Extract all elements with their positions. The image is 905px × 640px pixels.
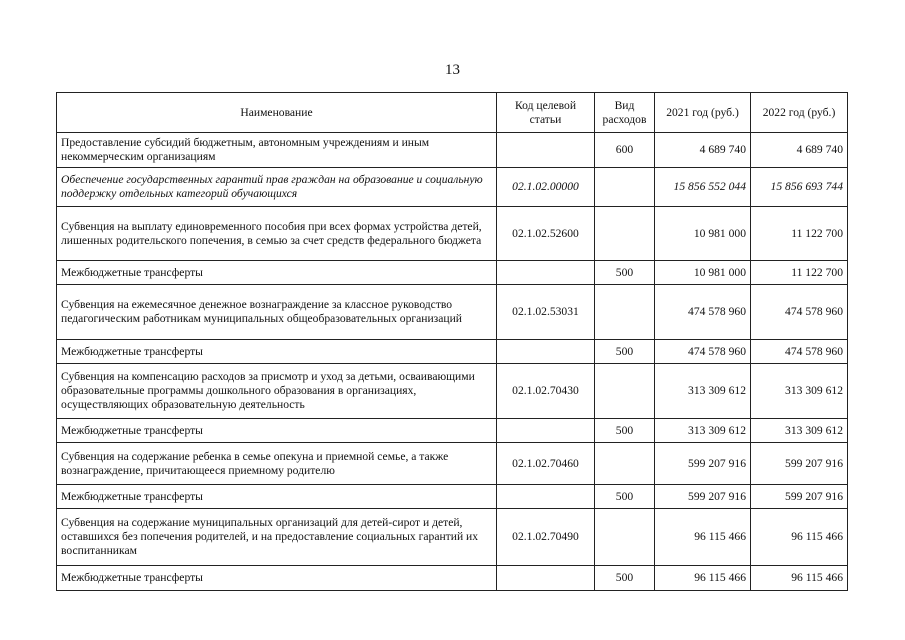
page-number: 13 xyxy=(445,62,460,78)
cell-y2021: 474 578 960 xyxy=(655,285,751,340)
cell-y2021: 96 115 466 xyxy=(655,509,751,566)
cell-name: Субвенция на ежемесячное денежное вознаграждение за классное руководство педагогическим работникам муниципальных общеобразовательных организаций xyxy=(57,285,497,340)
cell-vid: 500 xyxy=(595,340,655,364)
cell-vid xyxy=(595,168,655,207)
budget-table xyxy=(56,92,848,591)
cell-y2022: 474 578 960 xyxy=(751,285,848,340)
cell-vid: 500 xyxy=(595,419,655,443)
cell-y2021: 313 309 612 xyxy=(655,364,751,419)
cell-code: 02.1.02.52600 xyxy=(497,207,595,261)
table-header-row xyxy=(57,93,848,133)
cell-y2022: 96 115 466 xyxy=(751,509,848,566)
table-row xyxy=(57,207,848,261)
cell-y2022: 474 578 960 xyxy=(751,340,848,364)
cell-vid xyxy=(595,364,655,419)
cell-y2021: 599 207 916 xyxy=(655,443,751,485)
header-2022: 2022 год (руб.) xyxy=(751,93,848,133)
cell-y2021: 599 207 916 xyxy=(655,485,751,509)
cell-name: Межбюджетные трансферты xyxy=(57,261,497,285)
cell-code: 02.1.02.70460 xyxy=(497,443,595,485)
cell-name: Предоставление субсидий бюджетным, автономным учреждениям и иным некоммерческим организациям xyxy=(57,133,497,168)
cell-name: Межбюджетные трансферты xyxy=(57,566,497,591)
cell-y2022: 599 207 916 xyxy=(751,443,848,485)
cell-y2021: 15 856 552 044 xyxy=(655,168,751,207)
cell-code xyxy=(497,261,595,285)
cell-vid: 500 xyxy=(595,485,655,509)
table-row xyxy=(57,261,848,285)
header-vid: Вид расходов xyxy=(595,93,655,133)
cell-code: 02.1.02.70490 xyxy=(497,509,595,566)
cell-vid xyxy=(595,285,655,340)
cell-y2022: 96 115 466 xyxy=(751,566,848,591)
cell-name: Субвенция на компенсацию расходов за присмотр и уход за детьми, осваивающими образовательные программы дошкольного образования в организациях, осуществляющих образовательную деятельность xyxy=(57,364,497,419)
cell-name: Межбюджетные трансферты xyxy=(57,485,497,509)
cell-code xyxy=(497,419,595,443)
cell-vid: 600 xyxy=(595,133,655,168)
cell-y2022: 313 309 612 xyxy=(751,364,848,419)
cell-y2021: 474 578 960 xyxy=(655,340,751,364)
header-2021: 2021 год (руб.) xyxy=(655,93,751,133)
table-row xyxy=(57,509,848,566)
cell-vid: 500 xyxy=(595,566,655,591)
cell-y2021: 96 115 466 xyxy=(655,566,751,591)
cell-y2021: 313 309 612 xyxy=(655,419,751,443)
table-row xyxy=(57,566,848,591)
table-row xyxy=(57,168,848,207)
cell-y2022: 313 309 612 xyxy=(751,419,848,443)
cell-y2022: 11 122 700 xyxy=(751,261,848,285)
cell-name: Межбюджетные трансферты xyxy=(57,419,497,443)
cell-vid: 500 xyxy=(595,261,655,285)
table-row xyxy=(57,419,848,443)
cell-y2022: 15 856 693 744 xyxy=(751,168,848,207)
cell-vid xyxy=(595,509,655,566)
table-row xyxy=(57,340,848,364)
cell-vid xyxy=(595,207,655,261)
cell-code xyxy=(497,485,595,509)
cell-name: Межбюджетные трансферты xyxy=(57,340,497,364)
cell-y2022: 4 689 740 xyxy=(751,133,848,168)
cell-code xyxy=(497,133,595,168)
cell-y2021: 4 689 740 xyxy=(655,133,751,168)
cell-code xyxy=(497,340,595,364)
cell-name: Субвенция на содержание муниципальных организаций для детей-сирот и детей, оставшихся без попечения родителей, и на предоставление социальных гарантий их воспитанникам xyxy=(57,509,497,566)
cell-y2021: 10 981 000 xyxy=(655,207,751,261)
header-code: Код целевой статьи xyxy=(497,93,595,133)
cell-y2022: 11 122 700 xyxy=(751,207,848,261)
table-row xyxy=(57,443,848,485)
cell-code: 02.1.02.00000 xyxy=(497,168,595,207)
table-row xyxy=(57,364,848,419)
table-row xyxy=(57,285,848,340)
cell-code xyxy=(497,566,595,591)
cell-y2022: 599 207 916 xyxy=(751,485,848,509)
cell-y2021: 10 981 000 xyxy=(655,261,751,285)
cell-name: Субвенция на выплату единовременного пособия при всех формах устройства детей, лишенных родительского попечения, в семью за счет средств федерального бюджета xyxy=(57,207,497,261)
table-row xyxy=(57,133,848,168)
header-name: Наименование xyxy=(57,93,497,133)
table-row xyxy=(57,485,848,509)
cell-name: Обеспечение государственных гарантий прав граждан на образование и социальную поддержку отдельных категорий обучающихся xyxy=(57,168,497,207)
cell-vid xyxy=(595,443,655,485)
cell-name: Субвенция на содержание ребенка в семье опекуна и приемной семье, а также вознаграждение, причитающееся приемному родителю xyxy=(57,443,497,485)
cell-code: 02.1.02.70430 xyxy=(497,364,595,419)
cell-code: 02.1.02.53031 xyxy=(497,285,595,340)
